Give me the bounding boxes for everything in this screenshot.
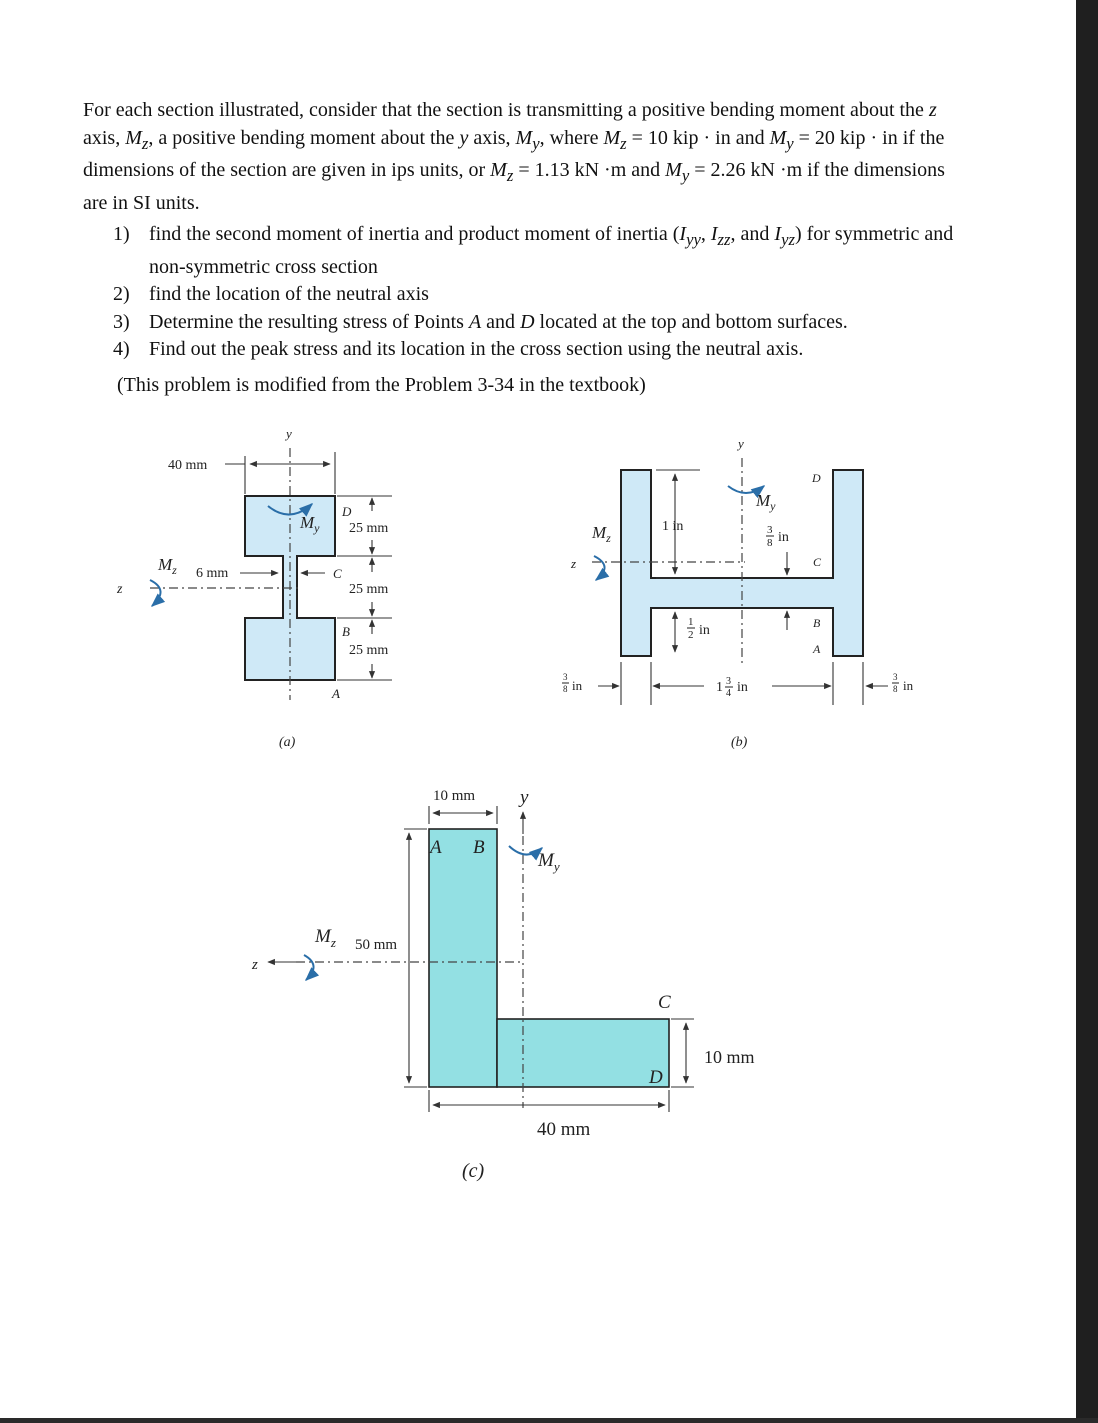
- point-a-label: A: [813, 642, 821, 656]
- dim-10-right-label: 10 mm: [704, 1047, 755, 1067]
- moment-y-label: $M_y$: [756, 491, 776, 513]
- moment-z-arrow: [150, 580, 161, 606]
- dim-width-num: 3: [726, 676, 731, 687]
- window-edge-right: [1076, 0, 1098, 1423]
- dim-left-unit: in: [572, 678, 583, 693]
- dim-50-label: 50 mm: [355, 937, 398, 953]
- y-axis-label: y: [738, 436, 744, 451]
- figure-a: [116, 426, 392, 750]
- textbook-note: (This problem is modified from the Problem 3-34 in the textbook): [117, 374, 646, 396]
- dim-left-num: 3: [563, 672, 568, 682]
- point-d-label: D: [649, 1067, 663, 1088]
- moment-z-label: $M_z$: [592, 523, 611, 545]
- dim-3-8-den: 8: [767, 537, 773, 549]
- point-a-label: A: [430, 837, 442, 858]
- dim-web-label: 6 mm: [196, 566, 229, 581]
- point-c-label: C: [813, 555, 822, 569]
- dim-10-top-label: 10 mm: [433, 788, 476, 804]
- point-c-label: C: [658, 992, 671, 1013]
- moment-z-label: $M_z$: [315, 926, 336, 950]
- dim-width-whole: 1: [716, 680, 723, 695]
- task-item: 3) Determine the resulting stress of Points A and D located at the top and bottom surfaces.: [113, 310, 848, 333]
- task-item: 2) find the location of the neutral axis: [113, 283, 429, 305]
- point-d-label: D: [342, 504, 352, 519]
- task-item: 4) Find out the peak stress and its location in the cross section using the neutral axis.: [113, 338, 804, 360]
- point-c-label: C: [333, 566, 342, 581]
- point-d-label: D: [812, 471, 821, 485]
- caption-c: (c): [462, 1160, 485, 1182]
- vertical-leg: [429, 829, 497, 1087]
- dim-width-label: 40 mm: [168, 458, 208, 473]
- z-axis-label: z: [117, 582, 123, 597]
- dim-3-8-num: 3: [767, 524, 773, 536]
- dim-left-den: 8: [563, 684, 568, 694]
- dim-right-num: 3: [893, 672, 898, 682]
- dim-right-unit: in: [903, 678, 914, 693]
- dim-half-den: 2: [688, 629, 694, 641]
- dim-width-den: 4: [726, 688, 731, 699]
- z-axis-label: z: [252, 957, 258, 973]
- z-axis-label: z: [571, 556, 577, 571]
- moment-y-label: $M_y$: [538, 850, 560, 874]
- y-axis-label: y: [286, 426, 292, 441]
- y-axis-label: y: [520, 787, 529, 808]
- dim-half-unit: in: [699, 623, 710, 638]
- moment-z-label: $M_z$: [158, 555, 177, 577]
- figure-c: [251, 787, 755, 1182]
- point-b-label: B: [342, 624, 350, 639]
- dim-40-label: 40 mm: [537, 1119, 591, 1140]
- moment-z-arrow: [594, 556, 605, 580]
- figure-b: [562, 436, 914, 750]
- dim-right-den: 8: [893, 684, 898, 694]
- dim-top-label: 1 in: [662, 519, 684, 534]
- dim-width-unit: in: [737, 680, 748, 695]
- problem-statement: For each section illustrated, consider that the section is transmitting a positive bending moment about the z axis, $M_z$, a positive bending moment about the y axis, $M_y$, where $M_z = 10$ kip · in and $M_y = 20$ kip · in if the dimensions of the section are given in ips units, or $M_z = 1.13$ kN ·m and $M_y = 2.26$ kN ·m if the dimensions are in SI units.: [83, 99, 945, 214]
- window-edge-bottom: [0, 1418, 1098, 1423]
- dim-h3-label: 25 mm: [349, 643, 389, 658]
- caption-b: (b): [731, 735, 748, 750]
- point-b-label: B: [473, 837, 485, 858]
- dim-h2-label: 25 mm: [349, 582, 389, 597]
- point-b-label: B: [813, 616, 821, 630]
- point-a-label: A: [332, 686, 340, 701]
- moment-z-arrow: [304, 955, 314, 980]
- dim-3-8-unit: in: [778, 530, 789, 545]
- dim-h1-label: 25 mm: [349, 521, 389, 536]
- caption-a: (a): [279, 735, 296, 750]
- moment-y-label: $M_y$: [300, 513, 320, 535]
- task-item: 1) find the second moment of inertia and product moment of inertia ($I_{yy}$, $I_{zz}$, and $I_{yz}$) for symmetric and non-symmetric cross section: [113, 223, 954, 278]
- dim-half-num: 1: [688, 616, 694, 628]
